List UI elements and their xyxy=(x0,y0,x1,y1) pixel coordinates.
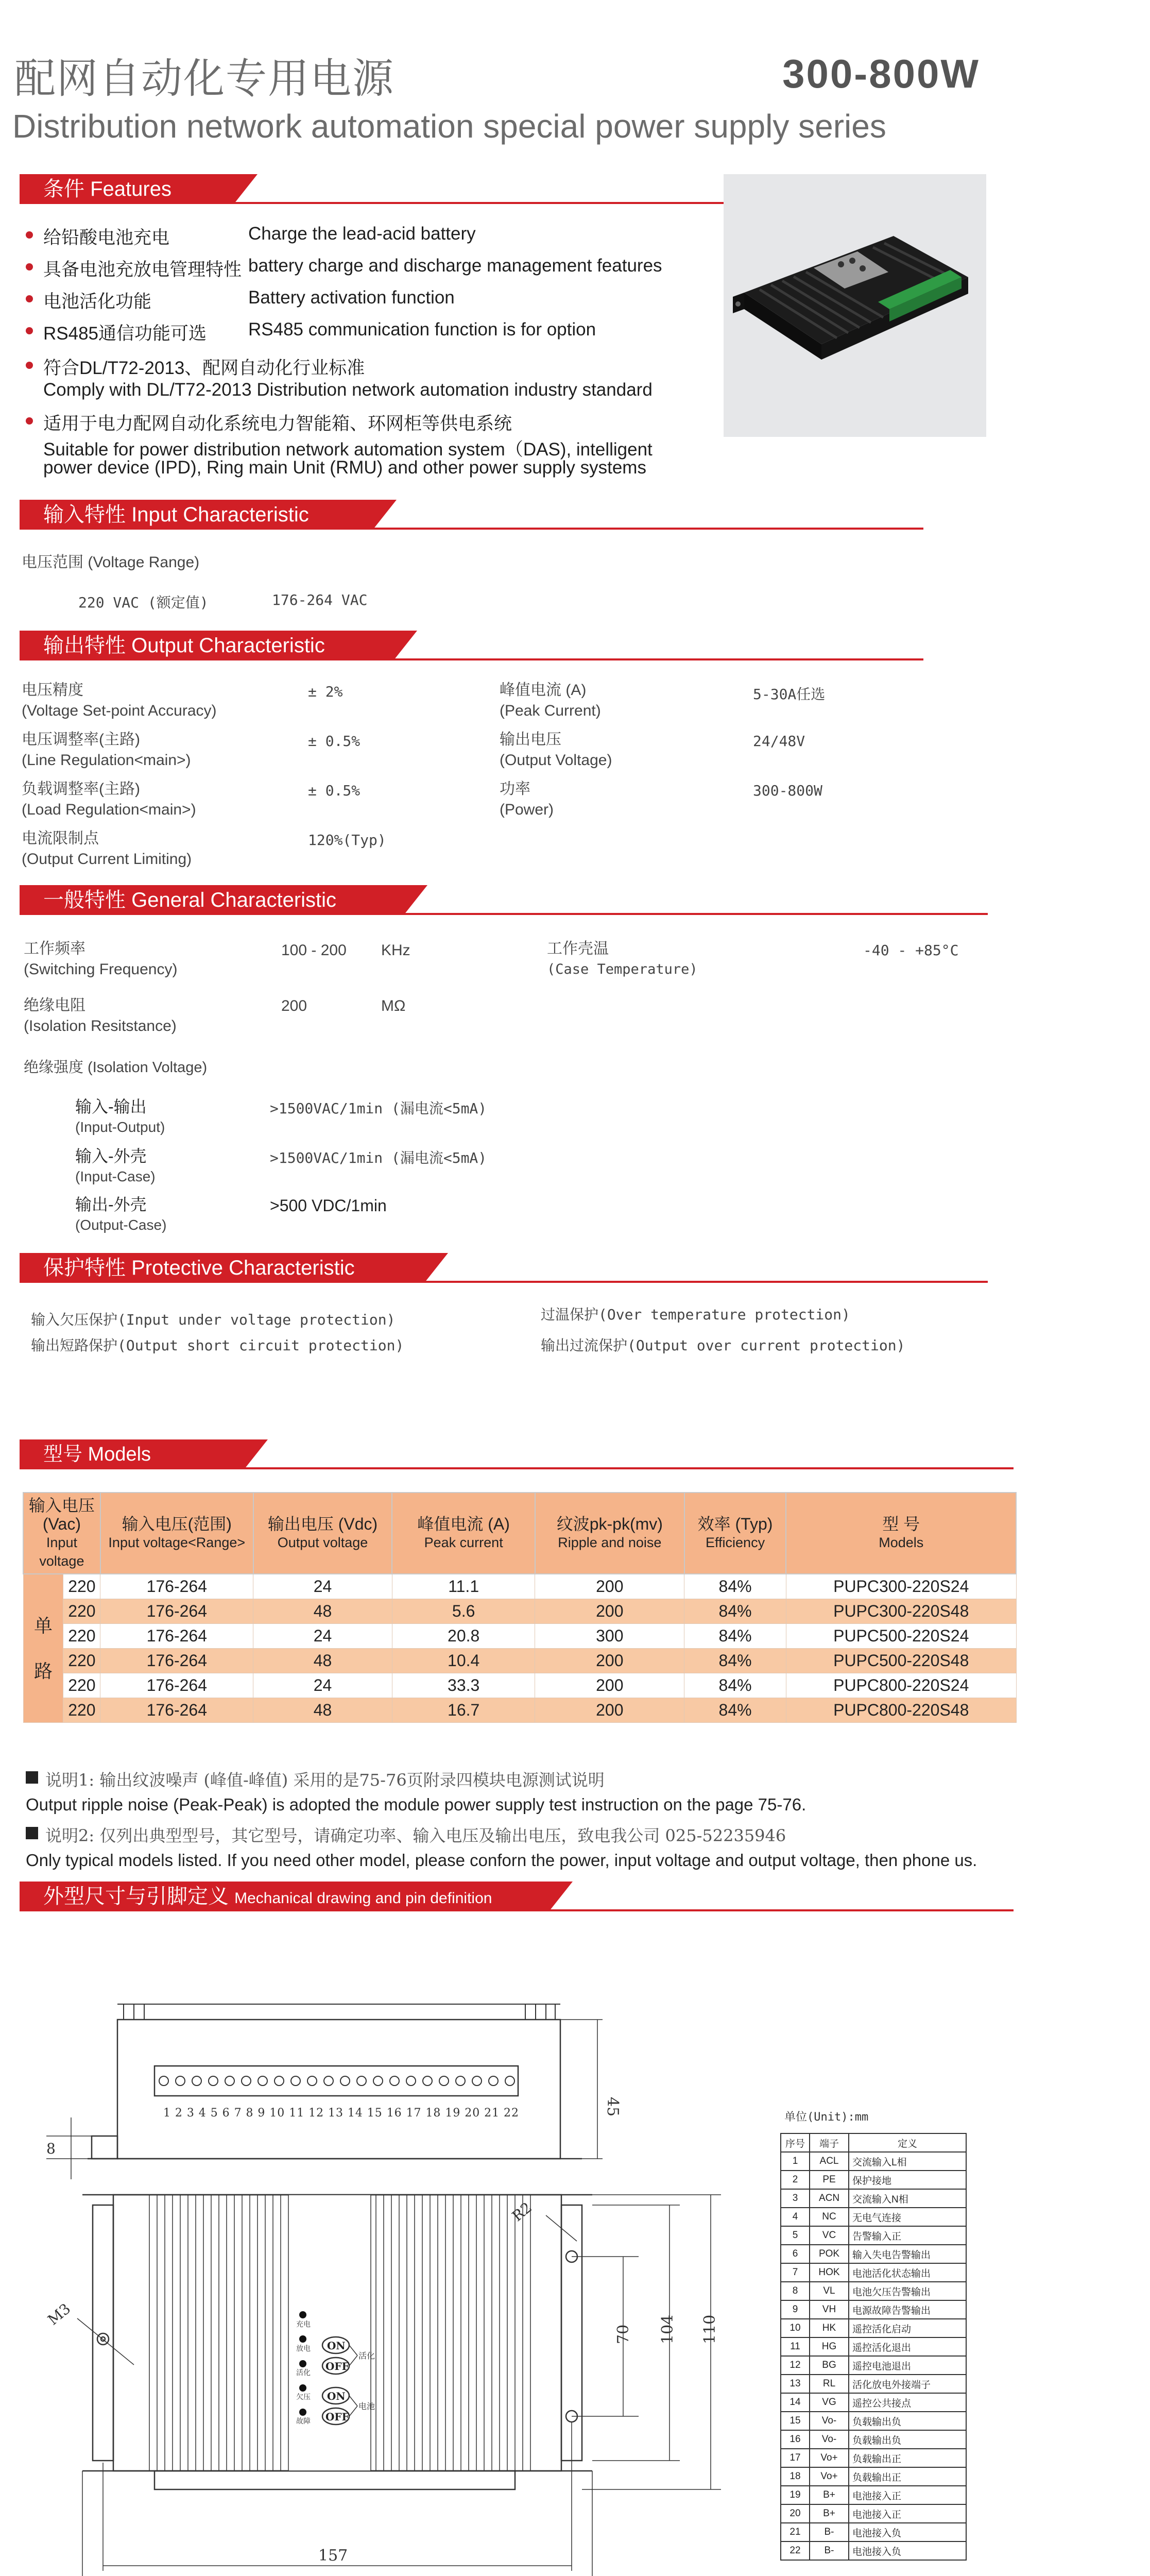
table-cell: 84% xyxy=(684,1624,786,1649)
pin-row xyxy=(781,2337,966,2356)
pin-cell: 22 xyxy=(781,2541,810,2560)
feature-cn-4: RS485通信功能可选 xyxy=(43,324,207,344)
pin-row xyxy=(781,2171,966,2189)
pin-cell: 遥控电池退出 xyxy=(849,2356,966,2375)
dim-r2: R2 xyxy=(508,2198,535,2225)
table-row xyxy=(23,1624,1016,1649)
bullet-icon xyxy=(26,231,33,239)
table-row xyxy=(23,1574,1016,1599)
isolation-resistance-unit: MΩ xyxy=(381,997,406,1014)
pin-cell: 10 xyxy=(781,2319,810,2337)
pin-row xyxy=(781,2430,966,2449)
table-cell: 5.6 xyxy=(392,1599,535,1624)
pin-cell: POK xyxy=(810,2245,849,2263)
isolation-resistance-label: 绝缘电阻 (Isolation Resitstance) xyxy=(24,997,177,1035)
protection-item: 输出短路保护(Output short circuit protection) xyxy=(31,1337,404,1354)
models-section-title: 型号 Models xyxy=(20,1439,244,1469)
product-photo xyxy=(724,174,986,437)
pin-row xyxy=(781,2282,966,2300)
feature-en-1: Charge the lead-acid battery xyxy=(248,224,476,244)
switch-on-label: ON xyxy=(327,2340,346,2352)
switch-battery-label: 电池 xyxy=(358,2401,375,2411)
general-section-title: 一般特性 General Characteristic xyxy=(20,885,404,915)
pin-cell: 负载输出负 xyxy=(849,2412,966,2430)
table-row xyxy=(23,1673,1016,1698)
pin-cell: 告警输入正 xyxy=(849,2226,966,2245)
pin-definition-table xyxy=(780,2133,967,2561)
pin-cell: 3 xyxy=(781,2189,810,2208)
feature-en-6-line2: power device (IPD), Ring main Unit (RMU) and other power supply systems xyxy=(43,457,646,478)
pin-cell: VG xyxy=(810,2393,849,2412)
pin-cell: Vo- xyxy=(810,2430,849,2449)
protection-item: 过温保护(Over temperature protection) xyxy=(541,1306,850,1323)
voltage-range-value: 176-264 VAC xyxy=(272,591,368,608)
models-section-header xyxy=(20,1439,1014,1469)
features-section-title: 条件 Features xyxy=(20,174,234,204)
bullet-icon xyxy=(26,362,33,369)
header-cell: 输入电压(范围) Input voltage<Range> xyxy=(100,1493,253,1574)
pin-row xyxy=(781,2504,966,2523)
pin-cell: 15 xyxy=(781,2412,810,2430)
pin-row xyxy=(781,2300,966,2319)
pin-cell: 2 xyxy=(781,2171,810,2189)
table-cell: 200 xyxy=(535,1599,684,1624)
pin-cell: 4 xyxy=(781,2208,810,2226)
switch-activate-label: 活化 xyxy=(358,2351,375,2361)
feature-en-2: battery charge and discharge management features xyxy=(248,256,662,276)
pin-cell: 电池活化状态输出 xyxy=(849,2263,966,2282)
pin-cell: 交流输入L相 xyxy=(849,2152,966,2171)
feature-en-5: Comply with DL/T72-2013 Distribution network automation industry standard xyxy=(43,380,653,400)
pin-row xyxy=(781,2449,966,2467)
case-temperature-label: 工作壳温 (Case Temperature) xyxy=(547,940,698,977)
dim-m3: M3 xyxy=(44,2300,74,2329)
dim-110: 110 xyxy=(701,2314,719,2344)
table-cell: 176-264 xyxy=(100,1599,253,1624)
pin-row xyxy=(781,2467,966,2486)
header-cell: 纹波pk-pk(mv) Ripple and noise xyxy=(535,1493,684,1574)
output-spec-label: 电流限制点 (Output Current Limiting) xyxy=(22,830,192,868)
general-section-header xyxy=(20,885,988,915)
table-cell: 84% xyxy=(684,1673,786,1698)
table-cell: 220 xyxy=(63,1574,100,1599)
pin-row xyxy=(781,2412,966,2430)
pin-cell: 14 xyxy=(781,2393,810,2412)
pin-row xyxy=(781,2486,966,2504)
output-spec-value: 120%(Typ) xyxy=(308,832,386,849)
pin-cell: 11 xyxy=(781,2337,810,2356)
pin-row xyxy=(781,2356,966,2375)
table-cell: 24 xyxy=(253,1624,392,1649)
output-spec-value: ± 2% xyxy=(308,683,343,700)
pin-cell: 18 xyxy=(781,2467,810,2486)
isolation-row-value: >500 VDC/1min xyxy=(270,1196,387,1215)
bullet-icon xyxy=(26,417,33,425)
isolation-row-label: 输入-外壳 (Input-Case) xyxy=(75,1147,156,1184)
title-english: Distribution network automation special power supply series xyxy=(12,108,886,145)
pin-cell: 5 xyxy=(781,2226,810,2245)
panel-label-activate: 活化 xyxy=(296,2369,311,2377)
bullet-icon xyxy=(26,295,33,302)
pin-cell: 电池接入负 xyxy=(849,2523,966,2541)
pin-row xyxy=(781,2263,966,2282)
output-spec-label: 电压精度 (Voltage Set-point Accuracy) xyxy=(22,682,217,719)
switch-off-label: OFF xyxy=(325,2360,349,2372)
table-cell: 176-264 xyxy=(100,1673,253,1698)
pin-cell: B+ xyxy=(810,2486,849,2504)
models-table xyxy=(23,1492,1017,1723)
side-view xyxy=(46,2004,603,2179)
table-row xyxy=(23,1698,1016,1723)
panel-label-discharge: 放电 xyxy=(296,2345,311,2353)
table-cell: 48 xyxy=(253,1649,392,1673)
feature-en-3: Battery activation function xyxy=(248,287,455,308)
isolation-row-value: >1500VAC/1min (漏电流<5mA) xyxy=(270,1149,487,1166)
pin-cell: 17 xyxy=(781,2449,810,2467)
pin-row xyxy=(781,2226,966,2245)
table-cell: 16.7 xyxy=(392,1698,535,1723)
pin-row xyxy=(781,2189,966,2208)
pin-cell: 活化放电外接端子 xyxy=(849,2375,966,2393)
note-1-cn: 说明1: 输出纹波噪声 (峰值-峰值) 采用的是75-76页附录四模块电源测试说明 xyxy=(45,1770,605,1790)
unit-label: 单位(Unit):mm xyxy=(784,2111,869,2124)
table-cell: 84% xyxy=(684,1574,786,1599)
table-cell: 220 xyxy=(63,1599,100,1624)
pin-row xyxy=(781,2152,966,2171)
table-cell: 220 xyxy=(63,1673,100,1698)
pin-cell: 遥控活化退出 xyxy=(849,2337,966,2356)
table-cell: 300 xyxy=(535,1624,684,1649)
switching-frequency-value: 100 - 200 xyxy=(281,942,347,959)
dim-157: 157 xyxy=(318,2547,348,2565)
pin-row xyxy=(781,2245,966,2263)
feature-en-4: RS485 communication function is for option xyxy=(248,319,596,340)
table-cell: PUPC800-220S24 xyxy=(786,1673,1016,1698)
feature-cn-6: 适用于电力配网自动化系统电力智能箱、环网柜等供电系统 xyxy=(43,414,512,434)
pin-cell: 19 xyxy=(781,2486,810,2504)
table-cell: 48 xyxy=(253,1599,392,1624)
isolation-row-label: 输出-外壳 (Output-Case) xyxy=(75,1195,167,1233)
pin-cell: 16 xyxy=(781,2430,810,2449)
switching-frequency-unit: KHz xyxy=(381,942,410,959)
pin-cell: 9 xyxy=(781,2300,810,2319)
header-cell: 效率 (Typ) Efficiency xyxy=(684,1493,786,1574)
pin-cell: ACL xyxy=(810,2152,849,2171)
note-square-icon xyxy=(26,1771,38,1784)
isolation-resistance-value: 200 xyxy=(281,997,307,1014)
table-cell: 33.3 xyxy=(392,1673,535,1698)
panel-label-fault: 故障 xyxy=(296,2417,311,2426)
pin-cell: Vo- xyxy=(810,2412,849,2430)
feature-cn-3: 电池活化功能 xyxy=(43,292,152,312)
isolation-row-value: >1500VAC/1min (漏电流<5mA) xyxy=(270,1100,487,1117)
power-range-title: 300-800W xyxy=(782,51,980,96)
pin-cell: 12 xyxy=(781,2356,810,2375)
pin-cell: 负载输出正 xyxy=(849,2467,966,2486)
rated-voltage: 220 VAC (额定值) xyxy=(78,594,209,611)
output-spec-label: 输出电压 (Output Voltage) xyxy=(500,731,612,769)
output-spec-label: 功率 (Power) xyxy=(500,781,554,818)
pin-cell: HG xyxy=(810,2337,849,2356)
terminal-numbers: 1 2 3 4 5 6 7 8 9 10 11 12 13 14 15 16 17 18 19 20 21 22 xyxy=(163,2107,519,2120)
isolation-row-label: 输入-输出 (Input-Output) xyxy=(75,1097,165,1135)
output-spec-value: 5-30A任选 xyxy=(753,686,826,703)
pin-cell: HK xyxy=(810,2319,849,2337)
output-spec-value: 24/48V xyxy=(753,733,805,750)
table-cell: 84% xyxy=(684,1649,786,1673)
bullet-icon xyxy=(26,327,33,334)
table-cell: 84% xyxy=(684,1698,786,1723)
table-cell: 176-264 xyxy=(100,1698,253,1723)
table-cell: 220 xyxy=(63,1624,100,1649)
output-spec-value: ± 0.5% xyxy=(308,782,361,799)
pin-cell: 输入失电告警输出 xyxy=(849,2245,966,2263)
pin-cell: 电源故障告警输出 xyxy=(849,2300,966,2319)
table-cell: 220 xyxy=(63,1698,100,1723)
isolation-voltage-label: 绝缘强度 (Isolation Voltage) xyxy=(24,1059,208,1076)
table-cell: 176-264 xyxy=(100,1574,253,1599)
protection-item: 输入欠压保护(Input under voltage protection) xyxy=(31,1311,396,1328)
output-spec-label: 电压调整率(主路) (Line Regulation<main>) xyxy=(22,731,191,769)
pin-cell: B+ xyxy=(810,2504,849,2523)
header-cell: 型 号 Models xyxy=(786,1493,1016,1574)
pin-row xyxy=(781,2208,966,2226)
table-row xyxy=(23,1599,1016,1624)
pin-row xyxy=(781,2393,966,2412)
pin-cell: BG xyxy=(810,2356,849,2375)
output-spec-value: 300-800W xyxy=(753,782,822,799)
pin-cell: 8 xyxy=(781,2282,810,2300)
table-row xyxy=(23,1649,1016,1673)
table-cell: PUPC300-220S48 xyxy=(786,1599,1016,1624)
table-cell: 24 xyxy=(253,1673,392,1698)
protective-section-title: 保护特性 Protective Characteristic xyxy=(20,1253,424,1283)
pin-cell: Vo+ xyxy=(810,2449,849,2467)
pin-row xyxy=(781,2523,966,2541)
pin-cell: 交流输入N相 xyxy=(849,2189,966,2208)
pin-cell: RL xyxy=(810,2375,849,2393)
pin-cell: 电池接入正 xyxy=(849,2504,966,2523)
output-spec-label: 峰值电流 (A) (Peak Current) xyxy=(500,682,601,719)
table-cell: PUPC800-220S48 xyxy=(786,1698,1016,1723)
header-cell: 输入电压(Vac) Input voltage xyxy=(23,1493,100,1574)
panel-label-charge: 充电 xyxy=(296,2320,311,2329)
pin-cell: 7 xyxy=(781,2263,810,2282)
output-section-title: 输出特性 Output Characteristic xyxy=(20,631,393,660)
single-output-label: 单 路 xyxy=(23,1574,63,1723)
pin-cell: VC xyxy=(810,2226,849,2245)
table-cell: 24 xyxy=(253,1574,392,1599)
pin-cell: VL xyxy=(810,2282,849,2300)
switch-off-label: OFF xyxy=(325,2411,349,2423)
input-section-header xyxy=(20,500,923,530)
pin-cell: B- xyxy=(810,2541,849,2560)
panel-label-undervoltage: 欠压 xyxy=(296,2393,311,2401)
pin-cell: Vo+ xyxy=(810,2467,849,2486)
pin-cell: 无电气连接 xyxy=(849,2208,966,2226)
table-cell: 200 xyxy=(535,1574,684,1599)
pin-cell: 电池接入正 xyxy=(849,2486,966,2504)
case-temperature-value: -40 - +85°C xyxy=(863,942,959,959)
feature-cn-1: 给铅酸电池充电 xyxy=(43,228,170,248)
table-cell: 220 xyxy=(63,1649,100,1673)
top-view xyxy=(77,2195,721,2576)
pin-cell: 遥控活化启动 xyxy=(849,2319,966,2337)
mechanical-section-title: 外型尺寸与引脚定义 Mechanical drawing and pin definition xyxy=(20,1882,549,1911)
voltage-range-label: 电压范围 (Voltage Range) xyxy=(22,554,200,571)
pin-cell: 保护接地 xyxy=(849,2171,966,2189)
table-cell: 48 xyxy=(253,1698,392,1723)
pin-cell: NC xyxy=(810,2208,849,2226)
pin-cell: 1 xyxy=(781,2152,810,2171)
dim-45: 45 xyxy=(604,2097,622,2117)
pin-table-header xyxy=(781,2133,966,2152)
table-cell: 176-264 xyxy=(100,1649,253,1673)
pin-row xyxy=(781,2375,966,2393)
dim-8: 8 xyxy=(46,2140,56,2157)
pin-cell: VH xyxy=(810,2300,849,2319)
output-spec-label: 负载调整率(主路) (Load Regulation<main>) xyxy=(22,781,196,818)
pin-header-cell: 序号 xyxy=(781,2133,810,2152)
mechanical-section-header xyxy=(20,1882,1014,1911)
note-2-en: Only typical models listed. If you need other model, please conforn the power, input voltage and output voltage, then phone us. xyxy=(26,1851,977,1870)
header-cell: 峰值电流 (A) Peak current xyxy=(392,1493,535,1574)
table-cell: 200 xyxy=(535,1698,684,1723)
feature-en-6-line1: Suitable for power distribution network automation system（DAS), intelligent xyxy=(43,439,653,460)
mechanical-drawing xyxy=(31,1999,752,2576)
pin-cell: ACN xyxy=(810,2189,849,2208)
feature-cn-5: 符合DL/T72-2013、配网自动化行业标准 xyxy=(43,358,365,378)
switching-frequency-label: 工作频率 (Switching Frequency) xyxy=(24,940,178,978)
table-cell: 176-264 xyxy=(100,1624,253,1649)
input-section-title: 输入特性 Input Characteristic xyxy=(20,500,373,530)
table-cell: 84% xyxy=(684,1599,786,1624)
table-cell: 200 xyxy=(535,1673,684,1698)
pin-cell: 电池欠压告警输出 xyxy=(849,2282,966,2300)
protection-item: 输出过流保护(Output over current protection) xyxy=(541,1337,905,1354)
pin-cell: HOK xyxy=(810,2263,849,2282)
dim-104: 104 xyxy=(659,2314,677,2344)
pin-header-cell: 定义 xyxy=(849,2133,966,2152)
pin-header-cell: 端子 xyxy=(810,2133,849,2152)
table-cell: 200 xyxy=(535,1649,684,1673)
header-cell: 输出电压 (Vdc) Output voltage xyxy=(253,1493,392,1574)
pin-cell: 21 xyxy=(781,2523,810,2541)
pin-row xyxy=(781,2319,966,2337)
output-spec-value: ± 0.5% xyxy=(308,733,361,750)
pin-cell: B- xyxy=(810,2523,849,2541)
table-cell: PUPC500-220S48 xyxy=(786,1649,1016,1673)
switch-on-label: ON xyxy=(327,2390,346,2402)
models-table-header xyxy=(23,1493,1016,1574)
pin-row xyxy=(781,2541,966,2560)
title-chinese: 配网自动化专用电源 xyxy=(14,55,394,103)
dim-70: 70 xyxy=(614,2324,632,2344)
feature-cn-2: 具备电池充放电管理特性 xyxy=(43,260,242,280)
pin-cell: 负载输出正 xyxy=(849,2449,966,2467)
pin-cell: 13 xyxy=(781,2375,810,2393)
pin-cell: 电池接入负 xyxy=(849,2541,966,2560)
table-cell: 11.1 xyxy=(392,1574,535,1599)
table-cell: 20.8 xyxy=(392,1624,535,1649)
note-square-icon xyxy=(26,1827,38,1839)
pin-cell: 遥控公共接点 xyxy=(849,2393,966,2412)
table-cell: 10.4 xyxy=(392,1649,535,1673)
pin-cell: 6 xyxy=(781,2245,810,2263)
pin-cell: PE xyxy=(810,2171,849,2189)
bullet-icon xyxy=(26,263,33,270)
protective-section-header xyxy=(20,1253,988,1283)
pin-cell: 20 xyxy=(781,2504,810,2523)
table-cell: PUPC300-220S24 xyxy=(786,1574,1016,1599)
note-2-cn: 说明2: 仅列出典型型号，其它型号，请确定功率、输入电压及输出电压，致电我公司 025-52235946 xyxy=(45,1826,786,1845)
table-cell: PUPC500-220S24 xyxy=(786,1624,1016,1649)
note-1-en: Output ripple noise (Peak-Peak) is adopted the module power supply test instruction on the page 75-76. xyxy=(26,1795,806,1814)
pin-cell: 负载输出负 xyxy=(849,2430,966,2449)
output-section-header xyxy=(20,631,923,660)
